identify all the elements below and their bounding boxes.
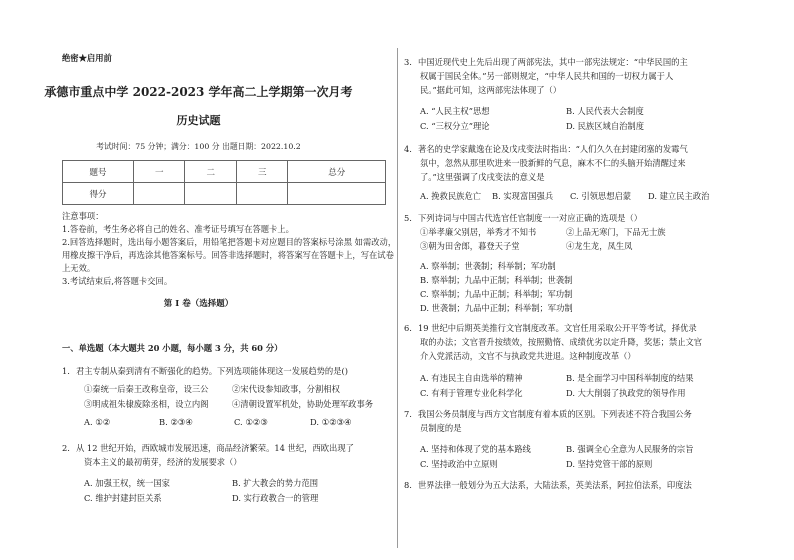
- question-7-option[interactable]: A. 坚持和体现了党的基本路线: [420, 444, 531, 454]
- question-1-stem: [62, 365, 348, 377]
- question-4-option[interactable]: B. 实现富国强兵: [492, 191, 554, 201]
- table-cell: 一: [134, 161, 185, 183]
- question-6-option[interactable]: C. 有利于管理专业化科学化: [420, 388, 523, 398]
- score-cell[interactable]: [185, 183, 236, 205]
- question-6-option[interactable]: D. 大大削弱了执政党的领导作用: [566, 388, 686, 398]
- question-2-option[interactable]: A. 加强王权，统一国家: [84, 478, 170, 488]
- question-text: 从 12 世纪开始，西欧城市发展迅速，商品经济繁荣。14 世纪，西欧出现了: [76, 443, 354, 453]
- table-cell: 总分: [288, 161, 386, 183]
- table-cell: 二: [185, 161, 236, 183]
- question-4-option[interactable]: D. 建立民主政治: [648, 191, 710, 201]
- score-cell[interactable]: [134, 183, 185, 205]
- question-6-stem: [404, 322, 697, 334]
- table-cell: 三: [236, 161, 287, 183]
- question-5-item: ③朝为田舍郎，暮登天子堂: [420, 241, 520, 251]
- score-table: [62, 160, 386, 205]
- question-1-option[interactable]: D. ①②③④: [310, 417, 352, 427]
- question-text: 中国近现代史上先后出现了两部宪法，其中一部宪法规定：“中华民国的主: [418, 57, 688, 67]
- question-3-option[interactable]: C. “三权分立”理论: [420, 121, 490, 131]
- question-text: 著名的史学家戴逸在论及戊戌变法时指出：“人们久久在封建闭塞的发霉气: [418, 144, 688, 154]
- exam-info: 考试时间：75 分钟；满分：100 分 出题日期：2022.10.2: [96, 142, 301, 151]
- question-text: 介入党派活动，文官不与执政党共进退。这种制度改革（）: [420, 351, 636, 361]
- question-3-option[interactable]: D. 民族区域自治制度: [566, 121, 645, 131]
- question-5-item: ②上品无寒门，下品无士族: [566, 227, 666, 237]
- question-text: 取的办法；文官晋升按绩效，按照勤惰、成绩优劣以定升降，奖惩；禁止文官: [420, 337, 703, 347]
- section-title: 一、单选题（本大题共 20 小题，每小题 3 分，共 60 分）: [62, 343, 283, 353]
- notes-line: 用橡皮擦干净后，再选涂其他答案标号。回答非选择题时，将答案写在答题卡上，写在试卷: [62, 250, 394, 260]
- table-cell: 得分: [63, 183, 134, 205]
- question-text: 员制度的是: [420, 423, 462, 433]
- question-text: 民。”据此可知，这两部宪法体现了（）: [420, 85, 562, 95]
- question-1-item: ②宋代设参知政事，分割相权: [232, 384, 340, 394]
- question-number: 3.: [404, 57, 412, 67]
- question-number: 1.: [62, 366, 70, 376]
- question-1-option[interactable]: B. ②③④: [159, 417, 193, 427]
- notes-line: 1.答卷前，考生务必将自己的姓名、准考证号填写在答题卡上。: [62, 224, 294, 234]
- question-number: 4.: [404, 144, 412, 154]
- notes-line: 3.考试结束后,将答题卡交回。: [62, 276, 173, 286]
- question-7-option[interactable]: C. 坚持政治中立原则: [420, 459, 498, 469]
- question-8-stem: [404, 479, 692, 491]
- question-4-option[interactable]: A. 挽救民族危亡: [420, 191, 482, 201]
- question-1-item: ③明成祖朱棣废除丞相，设立内阁: [84, 399, 209, 409]
- question-1-option[interactable]: C. ①②③: [234, 417, 268, 427]
- question-3-option[interactable]: B. 人民代表大会制度: [566, 106, 644, 116]
- question-7-option[interactable]: B. 强调全心全意为人民服务的宗旨: [566, 444, 694, 454]
- question-number: 2.: [62, 443, 70, 453]
- question-5-option[interactable]: D. 世袭制；九品中正制；科举制；军功制: [420, 303, 573, 313]
- question-number: 8.: [404, 480, 412, 490]
- question-2-stem: [62, 442, 354, 454]
- notes-line: 2.回答选择题时，选出每小题答案后，用铅笔把答题卡对应题目的答案标号涂黑 如需改动，: [62, 237, 397, 247]
- question-text: 氛中，忽然从那里吹进来一股新鲜的气息，麻木不仁的头脑开始清醒过来: [420, 158, 686, 168]
- question-7-option[interactable]: D. 坚持党管干部的原则: [566, 459, 653, 469]
- question-text: 了。”这里强调了戊戌变法的意义是: [420, 172, 545, 182]
- question-1-option[interactable]: A. ①②: [84, 417, 111, 427]
- table-cell: 题号: [63, 161, 134, 183]
- question-number: 5.: [404, 213, 412, 223]
- question-4-option[interactable]: C. 引领思想启蒙: [570, 191, 632, 201]
- question-7-stem: [404, 408, 692, 420]
- question-5-item: ①举孝廉父别居，举秀才不知书: [420, 227, 537, 237]
- question-2-option[interactable]: C. 维护封建封臣关系: [84, 493, 162, 503]
- question-text: 权属于国民全体。”另一部则规定，“中华人民共和国的一切权力属于人: [420, 71, 674, 81]
- question-5-stem: [404, 212, 642, 224]
- question-text: 我国公务员制度与西方文官制度有着本质的区别。下列表述不符合我国公务: [418, 409, 692, 419]
- question-text: 资本主义的最初萌芽，经济的发展要求（）: [84, 457, 242, 467]
- secret-mark: 绝密★启用前: [62, 53, 112, 63]
- exam-title: 承德市重点中学 2022-2023 学年高二上学期第一次月考: [44, 85, 353, 99]
- notes-line: 上无效。: [62, 263, 96, 273]
- question-5-option[interactable]: B. 察举制；九品中正制；科举制；世袭制: [420, 275, 573, 285]
- question-number: 7.: [404, 409, 412, 419]
- volume-title: 第 I 卷（选择题）: [163, 299, 234, 309]
- score-table-header-row: [63, 161, 386, 183]
- question-text: 下列诗词与中国古代选官任官制度一一对应正确的选项是（）: [418, 213, 643, 223]
- subject-title: 历史试题: [176, 114, 221, 127]
- notes-heading: 注意事项：: [62, 211, 104, 221]
- question-5-option[interactable]: A. 察举制；世袭制；科举制；军功制: [420, 261, 556, 271]
- question-2-option[interactable]: B. 扩大教会的势力范围: [232, 478, 319, 488]
- column-divider: [397, 48, 398, 548]
- question-6-option[interactable]: B. 是全面学习中国科举制度的结果: [566, 373, 694, 383]
- question-number: 6.: [404, 323, 412, 333]
- question-3-stem: [404, 56, 688, 68]
- question-3-option[interactable]: A. “人民主权”思想: [420, 106, 490, 116]
- question-5-item: ④龙生龙，凤生凤: [566, 241, 633, 251]
- question-text: 君主专制从秦到清有不断强化的趋势。下列选项能体现这一发展趋势的是(): [76, 366, 348, 376]
- question-5-option[interactable]: C. 察举制；九品中正制；科举制；军功制: [420, 289, 573, 299]
- score-cell[interactable]: [288, 183, 386, 205]
- question-text: 世界法律一般划分为五大法系，大陆法系，英美法系，阿拉伯法系，印度法: [418, 480, 692, 490]
- question-1-item: ④清朝设置军机处，协助处理军政事务: [232, 399, 374, 409]
- question-2-option[interactable]: D. 实行政教合一的管理: [232, 493, 319, 503]
- question-6-option[interactable]: A. 有违民主自由选举的精神: [420, 373, 523, 383]
- question-1-item: ①秦统一后秦王改称皇帝，设三公: [84, 384, 209, 394]
- score-table-score-row: [63, 183, 386, 205]
- question-4-stem: [404, 143, 688, 155]
- score-cell[interactable]: [236, 183, 287, 205]
- question-text: 19 世纪中后期英美推行文官制度改革。文官任用采取公开平等考试，择优录: [418, 323, 697, 333]
